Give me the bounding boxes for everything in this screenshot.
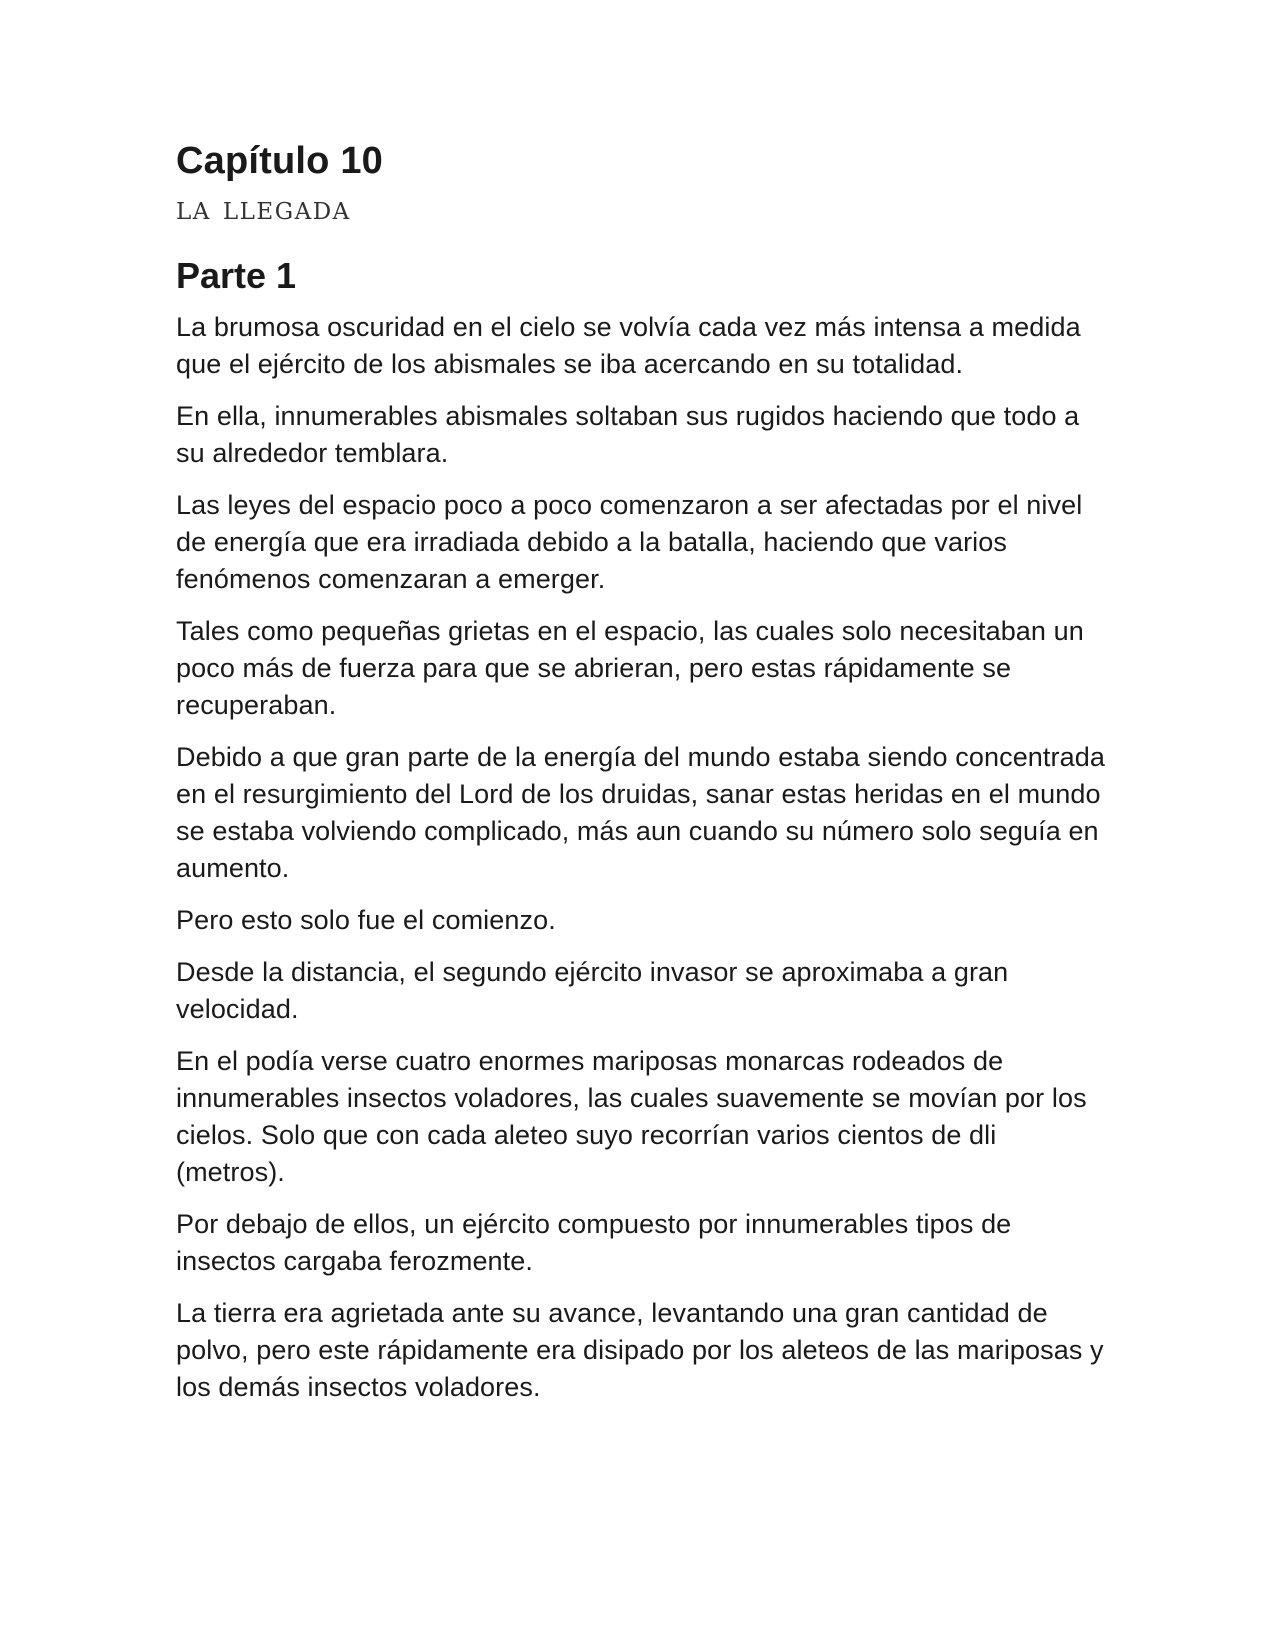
part-title: Parte 1 bbox=[176, 255, 297, 297]
paragraph: Por debajo de ellos, un ejército compuesto por innumerables tipos de insectos cargaba ferozmente. bbox=[176, 1208, 1012, 1276]
chapter-subtitle: la llegada bbox=[176, 187, 351, 227]
paragraph: En ella, innumerables abismales soltaban sus rugidos haciendo que todo a su alrededor temblara. bbox=[176, 400, 1080, 468]
paragraph: La tierra era agrietada ante su avance, levantando una gran cantidad de polvo, pero este rápidamente era disipado por los aleteos de las mariposas y los demás insectos voladores. bbox=[176, 1297, 1104, 1402]
document-page bbox=[176, 140, 1106, 1421]
paragraph: Las leyes del espacio poco a poco comenzaron a ser afectadas por el nivel de energía que era irradiada debido a la batalla, haciendo que varios fenómenos comenzaran a emerger. bbox=[176, 489, 1083, 594]
paragraph: Debido a que gran parte de la energía del mundo estaba siendo concentrada en el resurgimiento del Lord de los druidas, sanar estas heridas en el mundo se estaba volviendo complicado, más aun cuando su número solo seguía en aumento. bbox=[176, 741, 1105, 883]
paragraph: Pero esto solo fue el comienzo. bbox=[176, 904, 556, 935]
paragraph: La brumosa oscuridad en el cielo se volvía cada vez más intensa a medida que el ejército de los abismales se iba acercando en su totalidad. bbox=[176, 311, 1081, 379]
chapter-title: Capítulo 10 bbox=[176, 140, 384, 182]
paragraph: Desde la distancia, el segundo ejército invasor se aproximaba a gran velocidad. bbox=[176, 956, 1009, 1024]
paragraph: Tales como pequeñas grietas en el espacio, las cuales solo necesitaban un poco más de fuerza para que se abrieran, pero estas rápidamente se recuperaban. bbox=[176, 615, 1084, 720]
paragraph: En el podía verse cuatro enormes mariposas monarcas rodeados de innumerables insectos voladores, las cuales suavemente se movían por los cielos. Solo que con cada aleteo suyo recorrían varios cientos de dli (metros). bbox=[176, 1045, 1087, 1187]
